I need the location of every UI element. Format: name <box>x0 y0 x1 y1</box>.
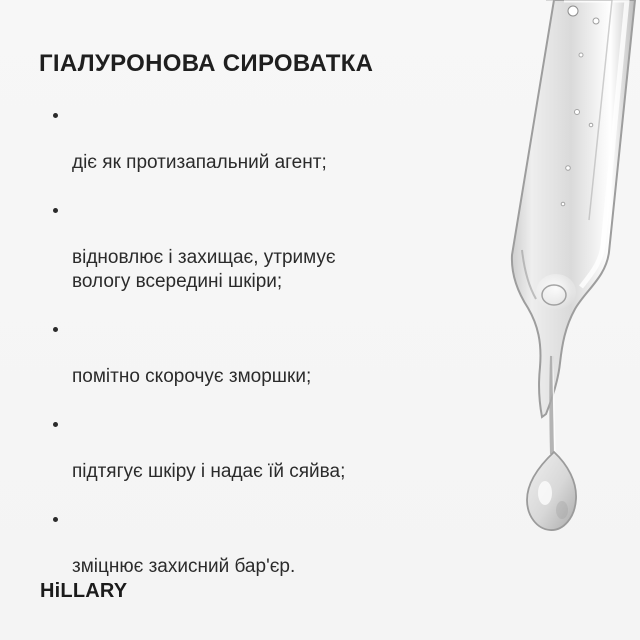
benefit-text: відновлює і захищає, утримує вологу всередині шкіри; <box>72 247 336 292</box>
bullet-dot-icon <box>53 517 58 522</box>
dropper-icon <box>450 0 640 640</box>
bullet-dot-icon <box>53 208 58 213</box>
product-title: ГІАЛУРОНОВА СИРОВАТКА <box>39 50 374 77</box>
benefit-item-lifts-glow <box>44 412 444 484</box>
benefit-item-restores-protects <box>44 198 444 294</box>
benefit-item-reduces-wrinkles <box>44 317 444 389</box>
benefit-text: зміцнює захисний бар'єр. <box>72 556 296 577</box>
bullet-dot-icon <box>53 113 58 118</box>
drop-icon <box>527 452 576 530</box>
brand-logo: HiLLARY <box>40 580 128 602</box>
benefit-item-anti-inflammatory <box>44 103 444 175</box>
benefit-item-barrier <box>44 507 444 579</box>
benefit-text: підтягує шкіру і надає їй сяйва; <box>72 461 346 482</box>
bullet-dot-icon <box>53 422 58 427</box>
bullet-dot-icon <box>53 327 58 332</box>
benefit-text: діє як протизапальний агент; <box>72 152 327 173</box>
benefits-list <box>44 103 444 579</box>
benefit-text: помітно скорочує зморшки; <box>72 366 312 387</box>
